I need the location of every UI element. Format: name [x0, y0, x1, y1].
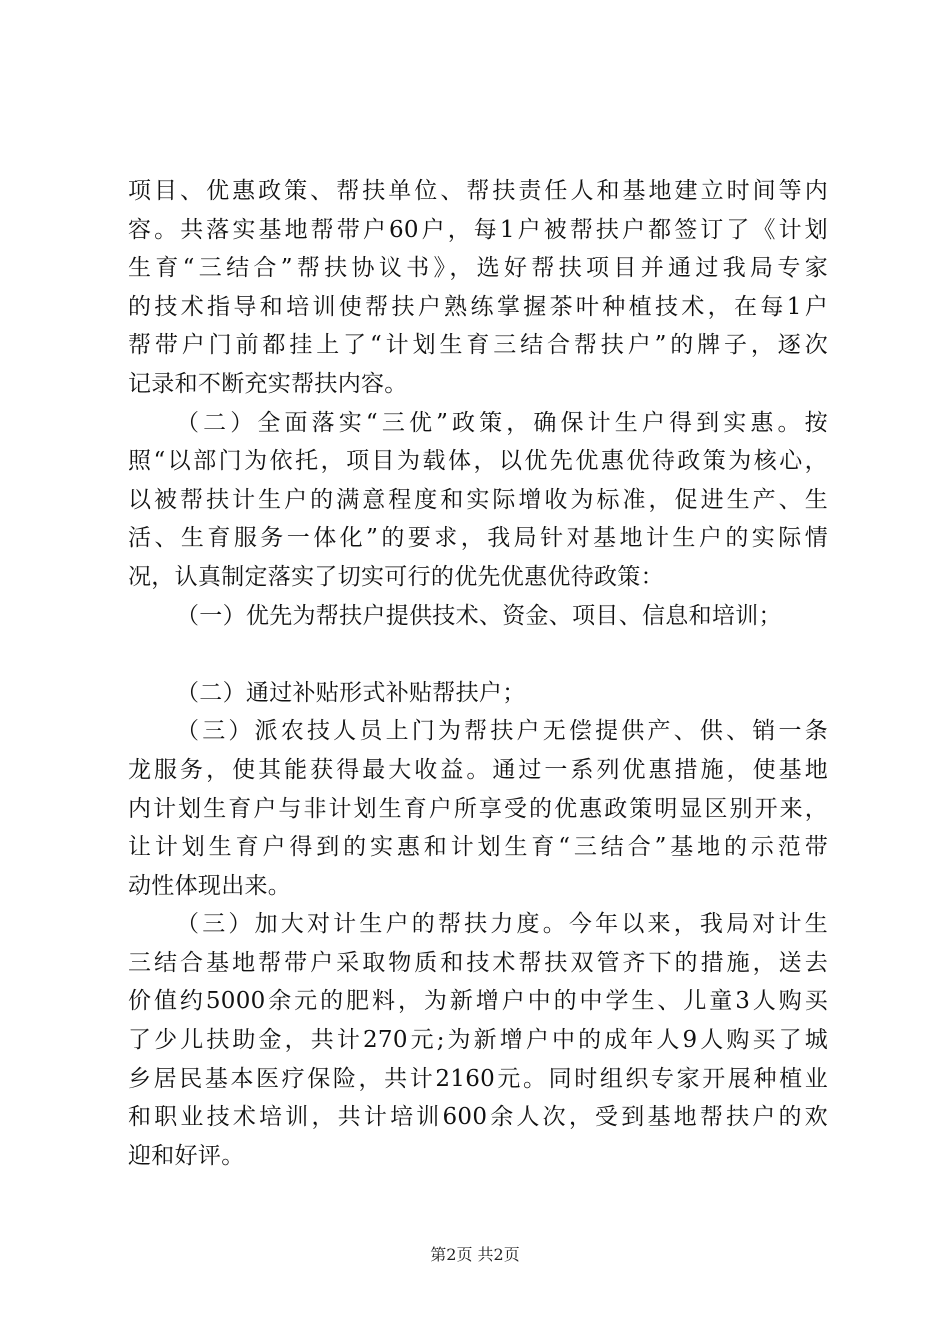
text-line: 三结合基地帮带户采取物质和技术帮扶双管齐下的措施，送去 [128, 949, 828, 976]
text-line: 内计划生育户与非计划生育户所享受的优惠政策明显区别开来， [128, 795, 828, 822]
text-line: 价值约5000余元的肥料，为新增户中的中学生、儿童3人购买 [128, 988, 828, 1015]
text-line: 以被帮扶计生户的满意程度和实际增收为标准，促进生产、生 [128, 486, 828, 513]
text-line: 容。共落实基地帮带户60户，每1户被帮扶户都签订了《计划 [128, 216, 828, 243]
text-line: 了少儿扶助金，共计270元;为新增户中的成年人9人购买了城 [128, 1027, 828, 1054]
text-line: 迎和好评。 [128, 1142, 245, 1169]
text-line: 况，认真制定落实了切实可行的优先优惠优待政策： [128, 563, 664, 590]
text-line: 让计划生育户得到的实惠和计划生育“三结合”基地的示范带 [128, 834, 828, 861]
text-line: 照“以部门为依托，项目为载体，以优先优惠优待政策为核心， [128, 448, 828, 475]
document-body [128, 172, 828, 1175]
text-line: （二）全面落实“三优”政策，确保计生户得到实惠。按 [176, 409, 828, 436]
text-line: 乡居民基本医疗保险，共计2160元。同时组织专家开展种植业 [128, 1065, 828, 1092]
text-line: （三）派农技人员上门为帮扶户无偿提供产、供、销一条 [176, 718, 828, 745]
text-line: （一）优先为帮扶户提供技术、资金、项目、信息和培训； [176, 602, 782, 629]
text-line: 的技术指导和培训使帮扶户熟练掌握茶叶种植技术，在每1户 [128, 293, 828, 320]
paragraph-gap [128, 635, 828, 674]
page-number-footer: 第2页 共2页 [430, 1245, 520, 1264]
text-line: 活、生育服务一体化”的要求，我局针对基地计生户的实际情 [128, 525, 828, 552]
text-line: （三）加大对计生户的帮扶力度。今年以来，我局对计生 [176, 911, 828, 938]
text-line: 记录和不断充实帮扶内容。 [128, 370, 408, 397]
text-line: （二）通过补贴形式补贴帮扶户； [176, 679, 526, 706]
text-line: 和职业技术培训，共计培训600余人次，受到基地帮扶户的欢 [128, 1104, 828, 1131]
text-line: 龙服务，使其能获得最大收益。通过一系列优惠措施，使基地 [128, 756, 828, 783]
text-line: 生育“三结合”帮扶协议书》，选好帮扶项目并通过我局专家 [128, 255, 828, 282]
text-line: 项目、优惠政策、帮扶单位、帮扶责任人和基地建立时间等内 [128, 178, 828, 204]
text-line: 帮带户门前都挂上了“计划生育三结合帮扶户”的牌子，逐次 [128, 332, 828, 359]
text-line: 动性体现出来。 [128, 872, 292, 899]
